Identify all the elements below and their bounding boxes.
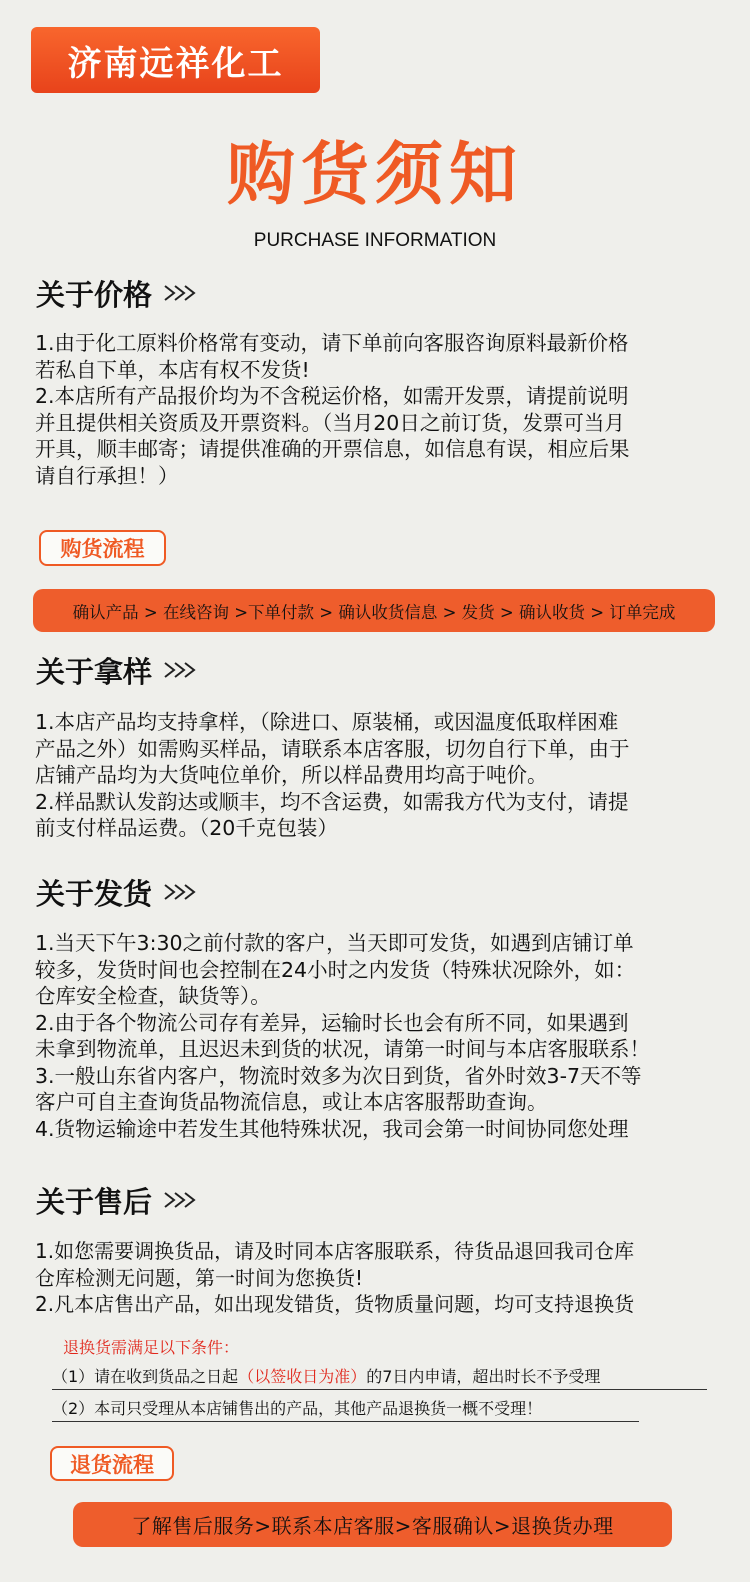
text-line: 3.一般山东省内客户，物流时效多为次日到货，省外时效3-7天不等 bbox=[35, 1063, 642, 1088]
text-line: 未拿到物流单，且迟迟未到货的状况，请第一时间与本店客服联系！ bbox=[35, 1037, 650, 1061]
text-line: 2.本店所有产品报价均为不含税运价格，如需开发票，请提前说明 bbox=[35, 384, 629, 408]
double-chevron-icon bbox=[162, 282, 202, 304]
text-line: 较多，发货时间也会控制在24小时之内发货（特殊状况除外，如： bbox=[35, 957, 636, 982]
text-line: 若私自下单，本店有权不发货! bbox=[35, 357, 310, 382]
text-line: 店铺产品均为大货吨位单价，所以样品费用均高于吨价。 bbox=[35, 763, 548, 787]
return-condition-1 bbox=[52, 1364, 707, 1390]
section-heading-label: 关于拿样 bbox=[36, 654, 153, 689]
text-line: 开具，顺丰邮寄；请提供准确的开票信息，如信息有误，相应后果 bbox=[35, 437, 630, 461]
section-heading-shipping bbox=[36, 872, 202, 912]
double-chevron-icon bbox=[162, 1189, 202, 1211]
condition-highlight: （以签收日为准） bbox=[238, 1367, 367, 1386]
condition-text: 的7日内申请，超出时长不予受理 bbox=[366, 1367, 601, 1386]
return-flow-label: 退货流程 bbox=[50, 1446, 174, 1481]
double-chevron-icon bbox=[162, 659, 202, 681]
text-line: 2.凡本店售出产品，如出现发错货，货物质量问题，均可支持退换货 bbox=[35, 1292, 635, 1316]
page-title: 购货须知 bbox=[226, 136, 523, 215]
text-line: 4.货物运输途中若发生其他特殊状况，我司会第一时间协同您处理 bbox=[35, 1116, 629, 1141]
section-heading-price bbox=[36, 273, 202, 313]
sample-text bbox=[35, 709, 725, 842]
double-chevron-icon bbox=[162, 881, 202, 903]
brand-badge: 济南远祥化工 bbox=[31, 27, 320, 93]
text-line: 1.当天下午3:30之前付款的客户，当天即可发货，如遇到店铺订单 bbox=[35, 931, 634, 955]
condition-text: （1）请在收到货品之日起 bbox=[52, 1367, 239, 1386]
section-heading-label: 关于发货 bbox=[36, 876, 153, 911]
text-line: 请自行承担！） bbox=[35, 463, 179, 488]
return-flow-steps: 了解售后服务>联系本店客服>客服确认>退换货办理 bbox=[73, 1502, 672, 1547]
text-line: 前支付样品运费。（20千克包装） bbox=[35, 816, 338, 840]
section-heading-sample bbox=[36, 650, 202, 690]
text-line: 1.如您需要调换货品，请及时同本店客服联系，待货品退回我司仓库 bbox=[35, 1239, 635, 1263]
purchase-flow-label: 购货流程 bbox=[39, 530, 166, 566]
text-line: 1.本店产品均支持拿样，（除进口、原装桶，或因温度低取样困难 bbox=[35, 710, 619, 734]
text-line: 仓库检测无问题，第一时间为您换货! bbox=[35, 1265, 364, 1290]
text-line: 仓库安全检查，缺货等）。 bbox=[35, 984, 271, 1008]
return-condition-2: （2）本司只受理从本店铺售出的产品，其他产品退换货一概不受理！ bbox=[52, 1396, 639, 1422]
text-line: 并且提供相关资质及开票资料。（当月20日之前订货，发票可当月 bbox=[35, 410, 625, 435]
return-conditions-title: 退换货需满足以下条件： bbox=[63, 1338, 240, 1357]
section-heading-label: 关于价格 bbox=[36, 277, 153, 312]
text-line: 产品之外）如需购买样品，请联系本店客服，切勿自行下单，由于 bbox=[35, 736, 630, 761]
page-subtitle: PURCHASE INFORMATION bbox=[253, 230, 497, 251]
shipping-text bbox=[35, 930, 735, 1142]
section-heading-aftersale bbox=[36, 1180, 202, 1220]
section-heading-label: 关于售后 bbox=[36, 1184, 153, 1219]
purchase-flow-steps: 确认产品 > 在线咨询 >下单付款 > 确认收货信息 > 发货 > 确认收货 > 订单完成 bbox=[33, 589, 715, 632]
aftersale-text bbox=[35, 1238, 745, 1318]
text-line: 1.由于化工原料价格常有变动，请下单前向客服咨询原料最新价格 bbox=[35, 331, 629, 355]
price-text bbox=[35, 330, 725, 489]
text-line: 2.样品默认发韵达或顺丰，均不含运费，如需我方代为支付，请提 bbox=[35, 789, 629, 814]
text-line: 2.由于各个物流公司存有差异，运输时长也会有所不同，如果遇到 bbox=[35, 1010, 629, 1035]
text-line: 客户可自主查询货品物流信息，或让本店客服帮助查询。 bbox=[35, 1090, 548, 1114]
